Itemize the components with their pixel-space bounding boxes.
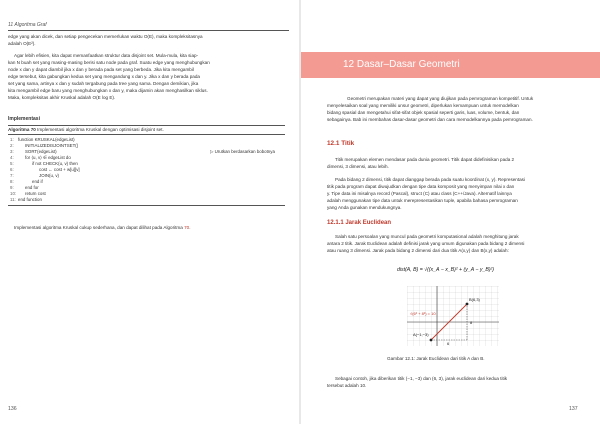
line-number: 5: — [10, 161, 14, 166]
figure-caption: Gambar 12.1: Jarak Euclidean dari titik A dan B. — [387, 356, 485, 361]
text-line: adalah O(E²). — [8, 41, 36, 46]
text-line: adalah menggunakan tipe data untuk merepresentasikan tuple, apabila bahasa pemrograman — [327, 198, 518, 203]
text-line: node x dan y dapat diambil jika x dan y berada pada set yang berbeda. Jika kita mengambil — [8, 67, 194, 72]
text-line: menyelesaikan soal yang memiliki unsur geometri, diperlukan kemampuan untuk memodelkan — [327, 103, 519, 108]
text-line: y. Tipe data ini misalnya record (Pascal), struct (C) atau class (C++/Java). Alternatif lainnya — [327, 191, 512, 196]
algorithm-line — [10, 197, 42, 203]
text-line: tersebut adalah 10. — [327, 383, 367, 388]
page-number-right: 137 — [569, 406, 578, 412]
text-line: edge yang akan dicek, dan setiap pengecekan memerlukan waktu O(E), maka kompleksitasnya — [8, 34, 203, 39]
implementasi-heading: Implementasi — [8, 116, 40, 122]
algorithm-top-rule — [8, 125, 285, 126]
line-code: function KRUSKAL(edgeList) — [18, 137, 75, 142]
chapter-title: 12 Dasar–Dasar Geometri — [343, 59, 460, 70]
line-number: 4: — [10, 155, 14, 160]
algorithm-link[interactable]: 70 — [184, 225, 190, 230]
dx-label: 6 — [447, 341, 450, 346]
text-line: Maka, kompleksitas akhir Kruskal adalah O(E log E). — [8, 95, 116, 100]
running-header: 11 Algoritma Graf — [8, 22, 47, 28]
point-b-label: B(6,3) — [469, 297, 480, 302]
line-number: 2: — [10, 143, 14, 148]
point-a — [430, 339, 433, 342]
line-code: return cost — [25, 191, 46, 196]
line-number: 9: — [10, 185, 14, 190]
text-line: Salah satu persoalan yang muncul pada geometri komputasional adalah menghitung jarak — [335, 234, 519, 239]
distance-formula: dist(A, B) = √((x_A − x_B)² + (y_A − y_B)²) — [397, 267, 495, 273]
text-line: kita mengambil edge baru yang menghubungkan x dan y, maka dijamin akan menghasilkan siklus. — [8, 88, 208, 93]
euclidean-figure — [407, 286, 499, 346]
text-line: Agar lebih efisien, kita dapat memanfaatkan struktur data disjoint set. Mula-mula, kita siap- — [14, 53, 199, 58]
line-code: end for — [25, 185, 39, 190]
text-line: yang Anda gunakan mendukungnya. — [327, 205, 402, 210]
line-number: 11: — [10, 197, 16, 202]
dy-label: 8 — [470, 320, 473, 325]
line-number: 7: — [10, 173, 14, 178]
section-title: 12.1 Titik — [327, 140, 355, 147]
line-comment: ▷ Urutkan berdasarkan bobotnya — [210, 149, 275, 154]
line-code: SORT(edgeList) — [25, 149, 57, 154]
line-code: if not CHECK(u, v) then — [32, 161, 78, 166]
algorithm-caption-rule — [8, 134, 285, 135]
header-rule — [8, 30, 289, 31]
algorithm-number: Algoritma 70 — [8, 127, 36, 132]
line-code: cost ← cost + w[u][v] — [39, 167, 80, 172]
algorithm-caption — [8, 127, 164, 133]
left-page — [0, 0, 299, 424]
line-code: end if — [32, 179, 43, 184]
line-number: 6: — [10, 167, 14, 172]
text-line: kan N buah set yang masing-masing berisi satu node pada graf. Suatu edge yang menghubungkan — [8, 60, 210, 65]
text-line: bidang spasial dan mengetahui sifat-sifat objek spasial seperti garis, luas, volume, bentuk, dan — [327, 110, 520, 115]
line-code: end function — [18, 197, 42, 202]
text-line: Sebagai contoh, jika diberikan titik (−1, −3) dan (6, 3), jarak euclidean dari kedua titik — [335, 376, 508, 381]
text-line: edge tersebut, kita gabungkan kedua set yang mengandung x dan y. Jika x dan y berada pada — [8, 74, 200, 79]
subsection-title: 12.1.1 Jarak Euclidean — [327, 220, 392, 226]
algorithm-description: Implementasi algoritma Kruskal dengan optimisasi disjoint set. — [37, 127, 164, 132]
line-code: for ⟨u, v⟩ ∈ edgeList do — [25, 155, 71, 160]
right-page — [301, 0, 600, 424]
text-line: Pada bidang 2 dimensi, titik dapat dianggap berada pada suatu koordinat (x, y). Representasi — [335, 177, 525, 182]
line-number: 10: — [10, 191, 17, 196]
text-line: set yang sama, artinya x dan y sudah tergabung pada tree yang sama. Dengan demikian, jika — [8, 81, 199, 86]
point-a-label: A(−1,−3) — [413, 332, 429, 337]
algorithm-bottom-rule — [8, 205, 285, 206]
text-line: atau ruang 3 dimensi. Jarak pada bidang 2 dimensi dari dua titik A(x,y) dan B(x,y) adalah: — [327, 248, 509, 253]
text-line: titik pada program dapat diwujudkan dengan tipe data komposit yang menyimpan nilai x dan — [327, 184, 515, 189]
text-line: dimensi, 3 dimensi, atau lebih. — [327, 164, 389, 169]
text-line: Titik merupakan elemen mendasar pada dunia geometri. Titik dapat didefinisikan pada 2 — [335, 157, 515, 162]
line-number: 8: — [10, 179, 14, 184]
text-line: antara 2 titik. Jarak Euclidean adalah definisi jarak yang umum digunakan pada bidang 2 dimensi — [327, 241, 525, 246]
closing-sentence: Implementasi algoritma Kruskal cukup sederhana, dan dapat dilihat pada Algoritma 70. — [14, 225, 191, 230]
line-number: 1: — [10, 137, 14, 142]
text-line: Geometri merupakan materi yang dapat yang diujikan pada pemrograman kompetitif. Untuk — [347, 96, 534, 101]
page-number-left: 136 — [8, 406, 17, 412]
grid — [407, 286, 499, 346]
text-line: sebagainya. Bab ini membahas dasar-dasar geometri dan cara memodelkannya pada pemrograman. — [327, 117, 533, 122]
distance-label: √(6² + 8²) = 10 — [410, 311, 436, 316]
point-b — [466, 303, 469, 306]
line-number: 3: — [10, 149, 14, 154]
line-code: JOIN(u, v) — [39, 173, 60, 178]
line-code: INITIALIZEDISJOINTSET() — [25, 143, 79, 148]
